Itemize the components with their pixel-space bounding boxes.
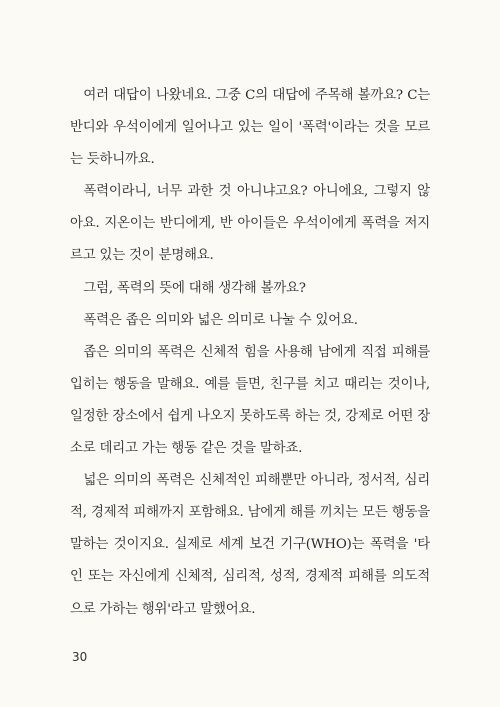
paragraph-5: 좁은 의미의 폭력은 신체적 힘을 사용해 남에게 직접 피해를 입히는 행동을 말해요. 예를 들면, 친구를 치고 때리는 것이나, 일정한 장소에서 쉽게 나오지 못하도록 하는 것, 강제로 어떤 장소로 데리고 가는 행동 같은 것을 말하죠. bbox=[70, 344, 430, 457]
page-number: 30 bbox=[72, 650, 88, 664]
paragraph-1: 여러 대답이 나왔네요. 그중 C의 대답에 주목해 볼까요? C는 반디와 우석이에게 일어나고 있는 일이 '폭력'이라는 것을 모르는 듯하니까요. bbox=[70, 88, 430, 168]
paragraph-6: 넓은 의미의 폭력은 신체적인 피해뿐만 아니라, 정서적, 심리적, 경제적 피해까지 포함해요. 남에게 해를 끼치는 모든 행동을 말하는 것이지요. 실제로 세계 보건 기구(WHO)는 폭력을 '타인 또는 자신에게 신체적, 심리적, 성적, 경제적 피해를 의도적으로 가하는 행위'라고 말했어요. bbox=[70, 473, 430, 617]
body-text bbox=[70, 80, 430, 626]
paragraph-2: 폭력이라니, 너무 과한 것 아니냐고요? 아니에요, 그렇지 않아요. 지온이는 반디에게, 반 아이들은 우석이에게 폭력을 저지르고 있는 것이 분명해요. bbox=[70, 184, 430, 264]
paragraph-4: 폭력은 좁은 의미와 넓은 의미로 나눌 수 있어요. bbox=[83, 312, 358, 328]
paragraph-3: 그럼, 폭력의 뜻에 대해 생각해 볼까요? bbox=[83, 280, 306, 296]
